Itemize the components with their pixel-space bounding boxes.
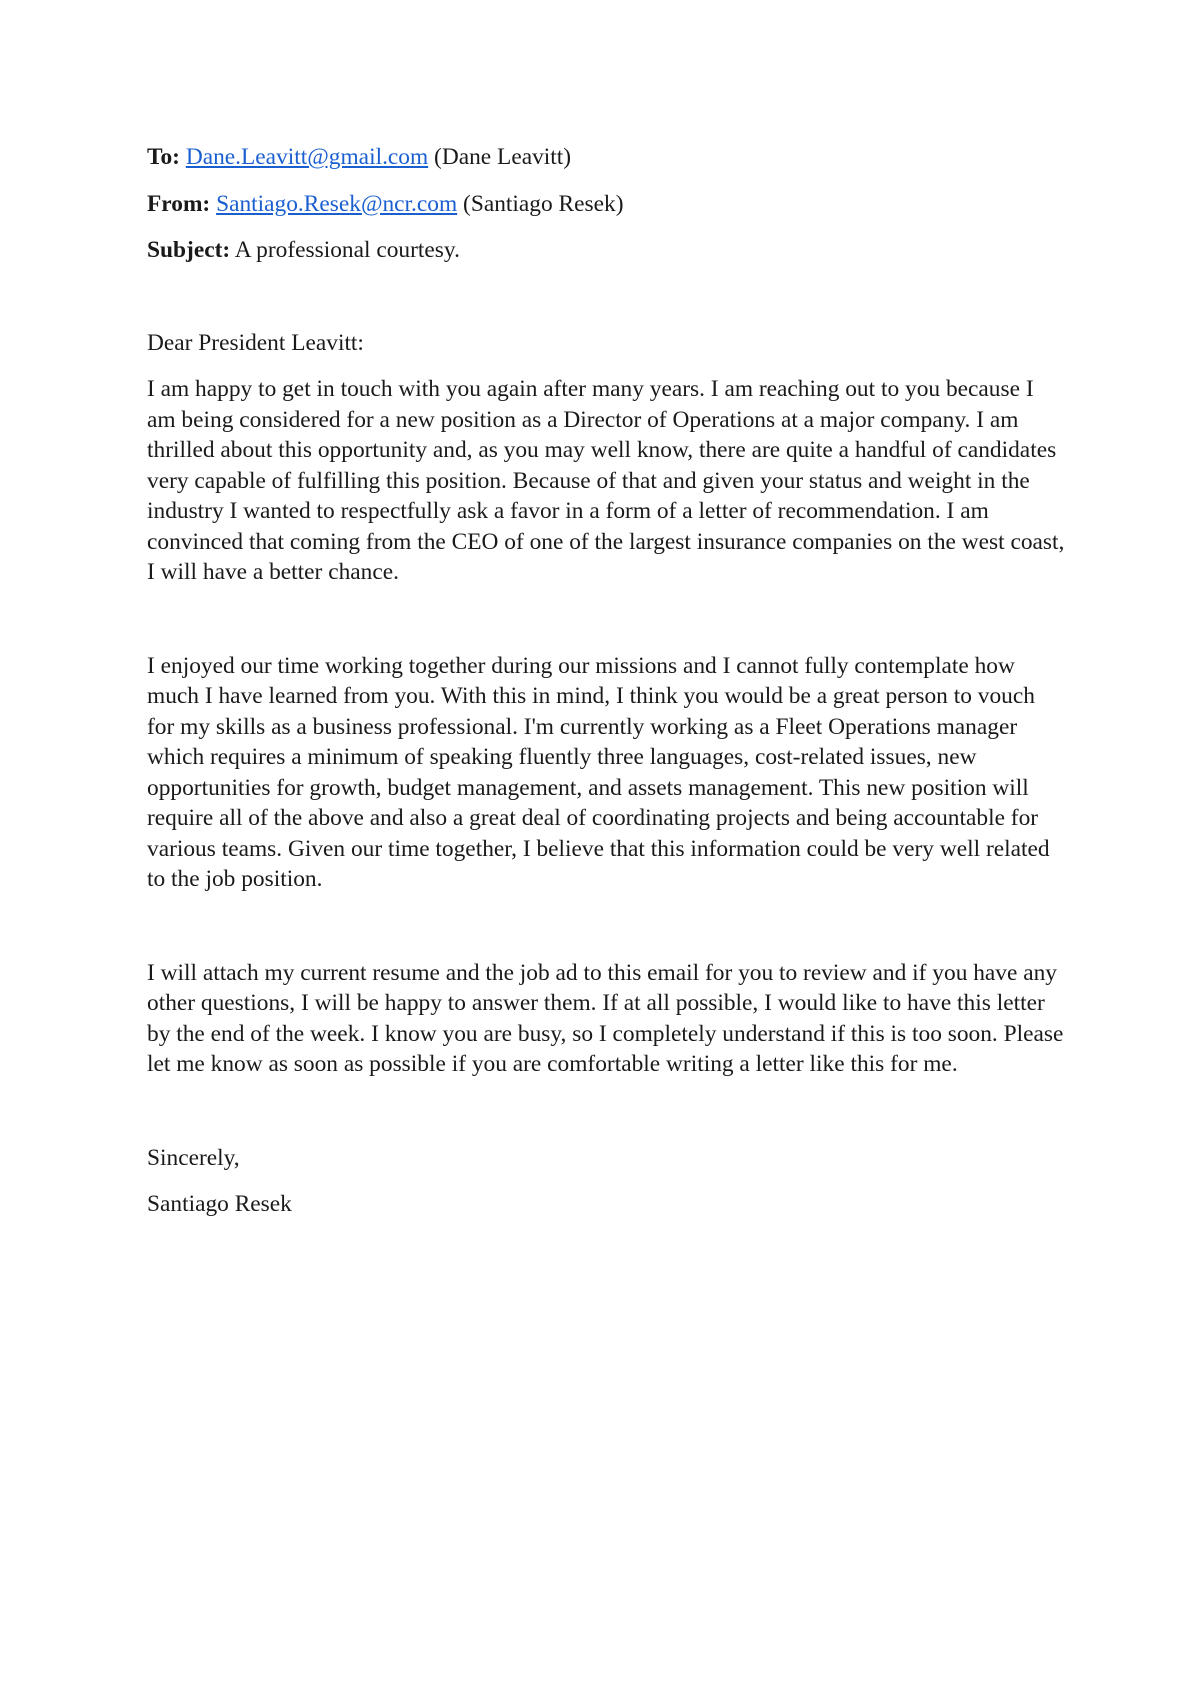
subject-label: Subject:	[147, 237, 231, 263]
subject-text: A professional courtesy.	[234, 237, 460, 263]
body-paragraph-1: I am happy to get in touch with you again after many years. I am reaching out to you because I am being considered for a new position as a Director of Operations at a major company. I am thrilled about this opportunity and, as you may well know, there are quite a handful of candidates very capable of fulfilling this position. Because of that and given your status and weight in the industry I wanted to respectfully ask a favor in a form of a letter of recommendation. I am convinced that coming from the CEO of one of the largest insurance companies on the west coast, I will have a better chance.	[147, 376, 1065, 585]
to-label: To:	[147, 144, 180, 170]
email-letter	[147, 142, 1067, 1220]
body-paragraph-3: I will attach my current resume and the job ad to this email for you to review and if you have any other questions, I will be happy to answer them. If at all possible, I would like to have this letter by the end of the week. I know you are busy, so I completely understand if this is too soon. Please let me know as soon as possible if you are comfortable writing a letter like this for me.	[147, 959, 1064, 1077]
from-label: From:	[147, 190, 211, 217]
from-name: (Santiago Resek)	[463, 190, 624, 217]
to-email-link[interactable]: Dane.Leavitt@gmail.com	[185, 144, 429, 170]
greeting: Dear President Leavitt:	[147, 329, 364, 356]
to-name: (Dane Leavitt)	[434, 144, 572, 170]
body-paragraph-2: I enjoyed our time working together during our missions and I cannot fully contemplate how much I have learned from you. With this in mind, I think you would be a great person to vouch for my skills as a business professional. I'm currently working as a Fleet Operations manager which requires a minimum of speaking fluently three languages, cost-related issues, new opportunities for growth, budget management, and assets management. This new position will require all of the above and also a great deal of coordinating projects and being accountable for various teams. Given our time together, I believe that this information could be very well related to the job position.	[147, 652, 1050, 892]
from-line	[147, 189, 1067, 220]
closing: Sincerely,	[147, 1144, 240, 1171]
subject-line	[147, 235, 1067, 266]
to-line	[147, 142, 1067, 173]
signature-name: Santiago Resek	[147, 1191, 292, 1217]
from-email-link[interactable]: Santiago.Resek@ncr.com	[216, 190, 458, 217]
